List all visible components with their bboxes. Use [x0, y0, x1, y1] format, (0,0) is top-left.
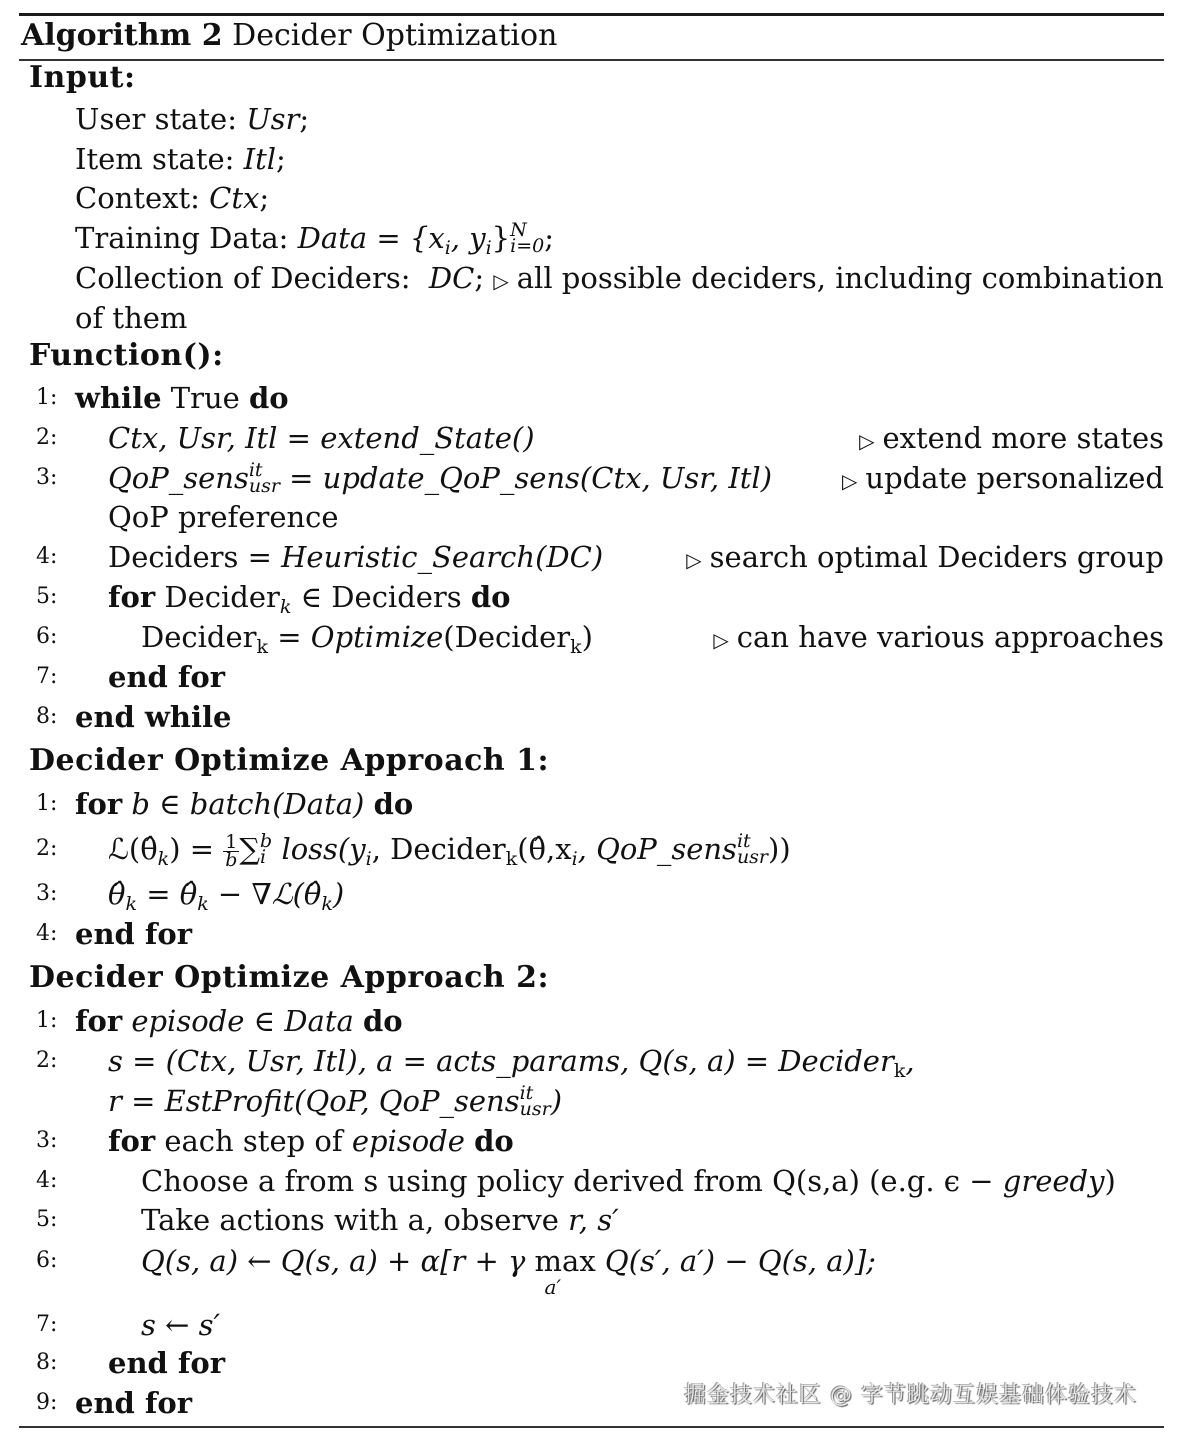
line-number: 6:: [36, 624, 58, 649]
input-user-state: [19, 99, 1164, 139]
supsub: [248, 459, 280, 497]
line-math: Ctx, Usr, Itl = extend_State(): [108, 421, 535, 455]
input-value: Usr: [246, 102, 300, 136]
input-value: DC: [428, 261, 475, 295]
paren-close: ): [332, 877, 345, 911]
function-line-1: [19, 378, 1164, 418]
input-training-data: [19, 218, 1164, 258]
line-number: 4:: [36, 921, 58, 946]
function-name: Heuristic_Search: [281, 540, 536, 574]
input-value-mid: , y: [450, 221, 486, 255]
subscript: usr: [736, 846, 769, 868]
approach2-line-2: [19, 1041, 1164, 1081]
superscript: it: [519, 1082, 534, 1104]
function-line-3: [19, 458, 1164, 498]
line-number: 7:: [36, 1312, 58, 1337]
line-number: 8:: [36, 704, 58, 729]
input-context: [19, 178, 1164, 218]
keyword: end for: [75, 1386, 193, 1420]
keyword: do: [373, 787, 414, 821]
comment: update personalized: [865, 461, 1164, 495]
line-number: 1:: [36, 1008, 58, 1033]
function-name: Optimize: [310, 620, 444, 654]
subscript: i: [365, 848, 372, 870]
approach2-header: Decider Optimize Approach 2:: [29, 960, 550, 995]
approach1-line-2: [19, 829, 1164, 869]
lhs: Deciders =: [108, 540, 272, 574]
keyword: end for: [108, 660, 226, 694]
keyword: do: [363, 1004, 403, 1038]
supsub: [519, 1082, 551, 1120]
paren-close: ): [550, 1084, 563, 1118]
denominator: b: [225, 848, 238, 871]
line-number: 2:: [36, 836, 58, 861]
max-operator: [534, 1241, 596, 1299]
line-number: 3:: [36, 881, 58, 906]
approach1-line-3: [19, 874, 1164, 914]
input-label: Context:: [75, 181, 200, 215]
line-number: 7:: [36, 664, 58, 689]
approach2-line-4: [19, 1161, 1164, 1201]
numerator: 1: [225, 830, 238, 853]
comment: search optimal Deciders group: [709, 540, 1164, 574]
line-math: s ← s′: [141, 1308, 221, 1342]
gradient: − ∇ℒ(θ̂: [208, 877, 322, 911]
theta: = θ̂: [136, 877, 198, 911]
caption-title: Decider Optimization: [232, 18, 558, 53]
subscript: k: [197, 893, 209, 915]
q-update-post: Q(s′, a′) − Q(s, a)];: [595, 1244, 876, 1278]
approach2-line-8: [19, 1343, 1164, 1383]
function-line-3-continuation: [19, 497, 1164, 537]
approach2-line-3: [19, 1121, 1164, 1161]
comment: all possible deciders, including combination: [516, 261, 1164, 295]
input-end: ;: [544, 221, 554, 255]
line-number: 1:: [36, 385, 58, 410]
line-number: 6:: [36, 1248, 58, 1273]
subscript: k: [125, 893, 137, 915]
line-text: Decider: [164, 580, 280, 614]
line-number: 2:: [36, 1048, 58, 1073]
algorithm-block: [19, 0, 1164, 1442]
subscript: i: [444, 237, 451, 259]
subscript: k: [505, 848, 518, 870]
approach2-line-1: [19, 1001, 1164, 1041]
keyword: for: [108, 1124, 156, 1158]
line-text: b ∈ batch(Data): [131, 787, 365, 821]
brace-close: }: [491, 221, 511, 255]
line-number: 2:: [36, 425, 58, 450]
keyword: end while: [75, 700, 232, 734]
input-label: Training Data:: [75, 221, 289, 255]
approach2-line-7: [19, 1305, 1164, 1345]
comment: can have various approaches: [736, 620, 1164, 654]
function-line-4: [19, 537, 1164, 577]
args: (DC): [535, 540, 604, 574]
line-end: ,: [905, 1044, 915, 1078]
approach1-line-4: [19, 914, 1164, 954]
line-number: 5:: [36, 1207, 58, 1232]
max-subscript: a′: [544, 1275, 562, 1299]
subscript: k: [570, 636, 582, 658]
keyword: do: [249, 381, 289, 415]
input-end: ;: [474, 261, 485, 295]
comment-triangle-icon: ▷: [859, 429, 875, 453]
input-end: ;: [276, 142, 286, 176]
lhs: QoP_sens: [108, 461, 249, 495]
comment-triangle-icon: ▷: [713, 628, 729, 652]
input-value: Itl: [243, 142, 277, 176]
keyword: for: [75, 787, 123, 821]
paren-close: )): [768, 832, 791, 866]
args: (θ̂,x: [517, 832, 572, 866]
subscript: usr: [248, 475, 280, 497]
equals: =: [277, 620, 302, 654]
line-math: s = (Ctx, Usr, Itl), a = acts_params, Q(s, a) = Decider: [108, 1044, 894, 1078]
input-label: Collection of Deciders:: [75, 261, 411, 295]
line-text: episode ∈ Data: [131, 1004, 354, 1038]
line-number: 4:: [36, 544, 58, 569]
line-number: 8:: [36, 1350, 58, 1375]
subscript: k: [893, 1060, 906, 1082]
fraction: [223, 830, 239, 871]
sum-symbol: ∑: [239, 832, 261, 866]
line-number: 3:: [36, 465, 58, 490]
input-end: ;: [299, 102, 310, 136]
superscript: N: [510, 219, 527, 241]
line-number: 3:: [36, 1128, 58, 1153]
loss-symbol: ℒ(θ̂: [108, 832, 158, 866]
lhs: Decider: [141, 620, 257, 654]
comment: extend more states: [882, 421, 1164, 455]
caption-rule: [19, 59, 1164, 61]
input-end: ;: [259, 181, 270, 215]
subscript: k: [321, 893, 333, 915]
line-text-italic: episode: [351, 1124, 465, 1158]
supsub: [736, 830, 769, 868]
caption-label: Algorithm 2: [21, 18, 223, 53]
keyword: for: [108, 580, 156, 614]
keyword: do: [470, 580, 511, 614]
paren-close: ): [1104, 1164, 1116, 1198]
keyword: end for: [75, 917, 193, 951]
comment-triangle-icon: ▷: [842, 469, 858, 493]
superscript: it: [248, 459, 263, 481]
line-text-italic: r, s′: [568, 1203, 619, 1237]
subscript: usr: [519, 1098, 551, 1120]
line-text: ∈ Deciders: [300, 580, 462, 614]
input-item-state: [19, 139, 1164, 179]
algorithm-caption: [21, 18, 557, 53]
paren-close: ): [581, 620, 593, 654]
approach1-header: Decider Optimize Approach 1:: [29, 743, 550, 778]
keyword: while: [75, 381, 162, 415]
input-collection: [19, 258, 1164, 298]
line-number: 5:: [36, 584, 58, 609]
rhs: = update_QoP_sens(Ctx, Usr, Itl): [289, 461, 773, 495]
watermark: 掘金技术社区 @ 字节跳动互娱基础体验技术: [684, 1383, 1137, 1408]
keyword: for: [75, 1004, 123, 1038]
approach2-line-2-continuation: [19, 1081, 1164, 1121]
keyword: end for: [108, 1346, 226, 1380]
continuation-text: QoP preference: [108, 500, 339, 534]
line-number: 4:: [36, 1168, 58, 1193]
continuation-math: r = EstProfit(QoP, QoP_sens: [108, 1084, 520, 1118]
approach2-line-5: [19, 1200, 1164, 1240]
function-line-8: [19, 697, 1164, 737]
line-text: each step of: [164, 1124, 343, 1158]
subscript: i: [571, 848, 578, 870]
continuation-text: of them: [75, 301, 188, 335]
input-header: Input:: [29, 60, 136, 95]
arg: (Decider: [443, 620, 571, 654]
max-text: max: [534, 1244, 596, 1278]
line-text: Choose a from s using policy derived from Q(s,a) (e.g. ϵ −: [141, 1164, 1003, 1198]
line-text: True: [170, 381, 240, 415]
line-text-italic: greedy: [1002, 1164, 1105, 1198]
top-rule: [19, 13, 1164, 16]
input-collection-continuation: [19, 298, 1164, 338]
subscript: i: [260, 846, 267, 868]
supsub: [510, 219, 545, 257]
comment-triangle-icon: ▷: [686, 548, 702, 572]
function-line-2: [19, 418, 1164, 458]
function-line-5: [19, 577, 1164, 617]
approach1-line-1: [19, 784, 1164, 824]
comment-triangle-icon: ▷: [493, 269, 509, 293]
bottom-rule: [19, 1426, 1164, 1428]
q-update-pre: Q(s, a) ← Q(s, a) + α[r + γ: [141, 1244, 535, 1278]
subscript: i=0: [510, 235, 545, 257]
input-label: User state:: [75, 102, 237, 136]
line-number: 9:: [36, 1390, 58, 1415]
loss-fn: loss(y: [281, 832, 366, 866]
decider: , Decider: [371, 832, 506, 866]
line-text: Take actions with a, observe: [141, 1203, 559, 1237]
superscript: b: [260, 830, 273, 852]
line-number: 1:: [36, 791, 58, 816]
subscript: i: [485, 237, 492, 259]
function-header: Function():: [29, 338, 224, 373]
theta: θ̂: [108, 877, 126, 911]
lhs-close: ) =: [169, 832, 215, 866]
input-value: Data = {x: [297, 221, 445, 255]
input-value: Ctx: [209, 181, 260, 215]
subscript: k: [256, 636, 269, 658]
superscript: it: [736, 830, 751, 852]
function-line-7: [19, 657, 1164, 697]
subscript: k: [279, 596, 292, 618]
input-label: Item state:: [75, 142, 235, 176]
qop-sens: , QoP_sens: [577, 832, 737, 866]
supsub: [260, 830, 273, 868]
approach2-line-6: [19, 1241, 1164, 1299]
subscript: k: [157, 848, 170, 870]
function-line-6: [19, 617, 1164, 657]
keyword: do: [474, 1124, 514, 1158]
